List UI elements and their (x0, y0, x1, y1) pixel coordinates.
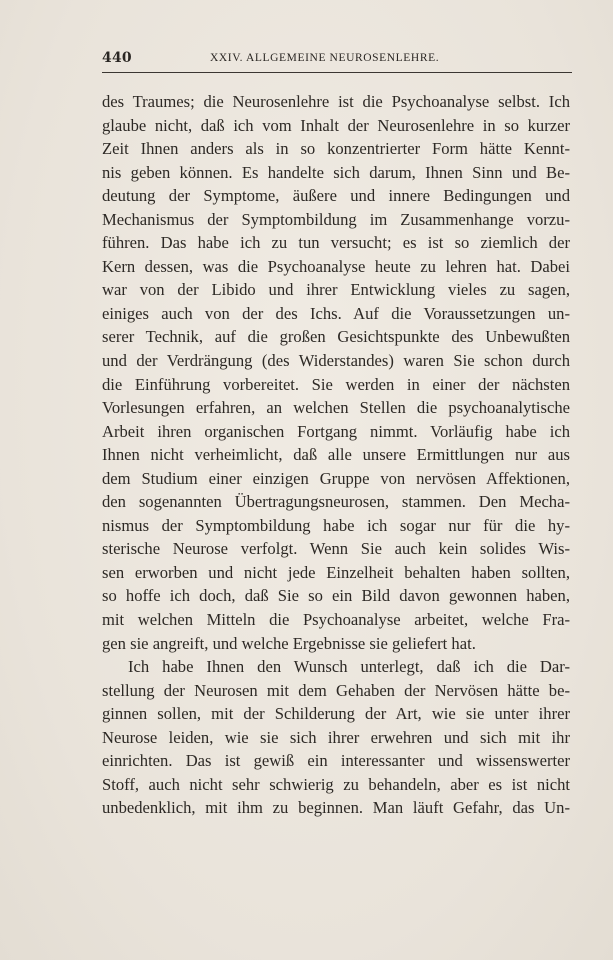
text-line: dem Studium einer einzigen Gruppe von nervösen Affektionen, (102, 468, 570, 488)
text-line: so hoffe ich doch, daß Sie so ein Bild davon gewonnen haben, (102, 586, 570, 606)
text-line: den sogenannten Übertragungsneurosen, stammen. Den Mecha- (102, 492, 570, 512)
text-line: sen erworben und nicht jede Einzelheit behalten haben sollten, (102, 562, 570, 582)
text-line: gen sie angreift, und welche Ergebnisse sie geliefert hat. (102, 633, 476, 653)
text-line: einrichten. Das ist gewiß ein interessanter und wissenswerter (102, 751, 570, 771)
text-line: und der Verdrängung (des Widerstandes) waren Sie schon durch (102, 351, 570, 371)
text-line: stellung der Neurosen mit dem Gehaben der Nervösen hätte be- (102, 680, 570, 700)
text-line: Neurose leiden, wie sie sich ihrer erwehren und sich mit ihr (102, 727, 570, 747)
text-line: serer Technik, auf die großen Gesichtspunkte des Unbewußten (102, 327, 570, 347)
text-line: glaube nicht, daß ich vom Inhalt der Neurosenlehre in so kurzer (102, 115, 570, 135)
text-line: war von der Libido und ihrer Entwicklung vieles zu sagen, (102, 280, 570, 300)
text-line: deutung der Symptome, äußere und innere Bedingungen und (102, 186, 570, 206)
text-line: Arbeit ihren organischen Fortgang nimmt. Vorläufig habe ich (102, 421, 570, 441)
text-line: ginnen sollen, mit der Schilderung der Art, wie sie unter ihrer (102, 704, 570, 724)
text-line: Zeit Ihnen anders als in so konzentrierter Form hätte Kennt- (102, 139, 570, 159)
text-line: Kern dessen, was die Psychoanalyse heute zu lehren hat. Dabei (102, 256, 570, 276)
page-header (102, 50, 572, 73)
text-line: einiges auch von der des Ichs. Auf die Voraussetzungen un- (102, 303, 570, 323)
text-line: sterische Neurose verfolgt. Wenn Sie auch kein solides Wis- (102, 539, 570, 559)
running-head: XXIV. ALLGEMEINE NEUROSENLEHRE. (210, 52, 440, 64)
paragraph-start-line: Ich habe Ihnen den Wunsch unterlegt, daß ich die Dar- (128, 657, 570, 677)
text-line: die Einführung vorbereitet. Sie werden in einer der nächsten (102, 374, 570, 394)
text-line: unbedenklich, mit ihm zu beginnen. Man läuft Gefahr, das Un- (102, 798, 570, 818)
text-line: Ihnen nicht verheimlicht, daß alle unsere Ermittlungen nur aus (102, 445, 570, 465)
text-line: des Traumes; die Neurosenlehre ist die Psychoanalyse selbst. Ich (102, 92, 570, 111)
text-line: mit welchen Mitteln die Psychoanalyse arbeitet, welche Fra- (102, 610, 570, 630)
text-line: nismus der Symptombildung habe ich sogar nur für die hy- (102, 515, 570, 535)
text-line: nis geben können. Es handelte sich darum, Ihnen Sinn und Be- (102, 162, 570, 182)
text-line: Vorlesungen erfahren, an welchen Stellen die psychoanalytische (102, 398, 570, 418)
body-text (102, 90, 570, 820)
page-number: 440 (102, 50, 132, 66)
text-line: Mechanismus der Symptombildung im Zusammenhange vorzu- (102, 209, 570, 229)
text-line: führen. Das habe ich zu tun versucht; es ist so ziemlich der (102, 233, 570, 253)
text-line: Stoff, auch nicht sehr schwierig zu behandeln, aber es ist nicht (102, 774, 570, 794)
